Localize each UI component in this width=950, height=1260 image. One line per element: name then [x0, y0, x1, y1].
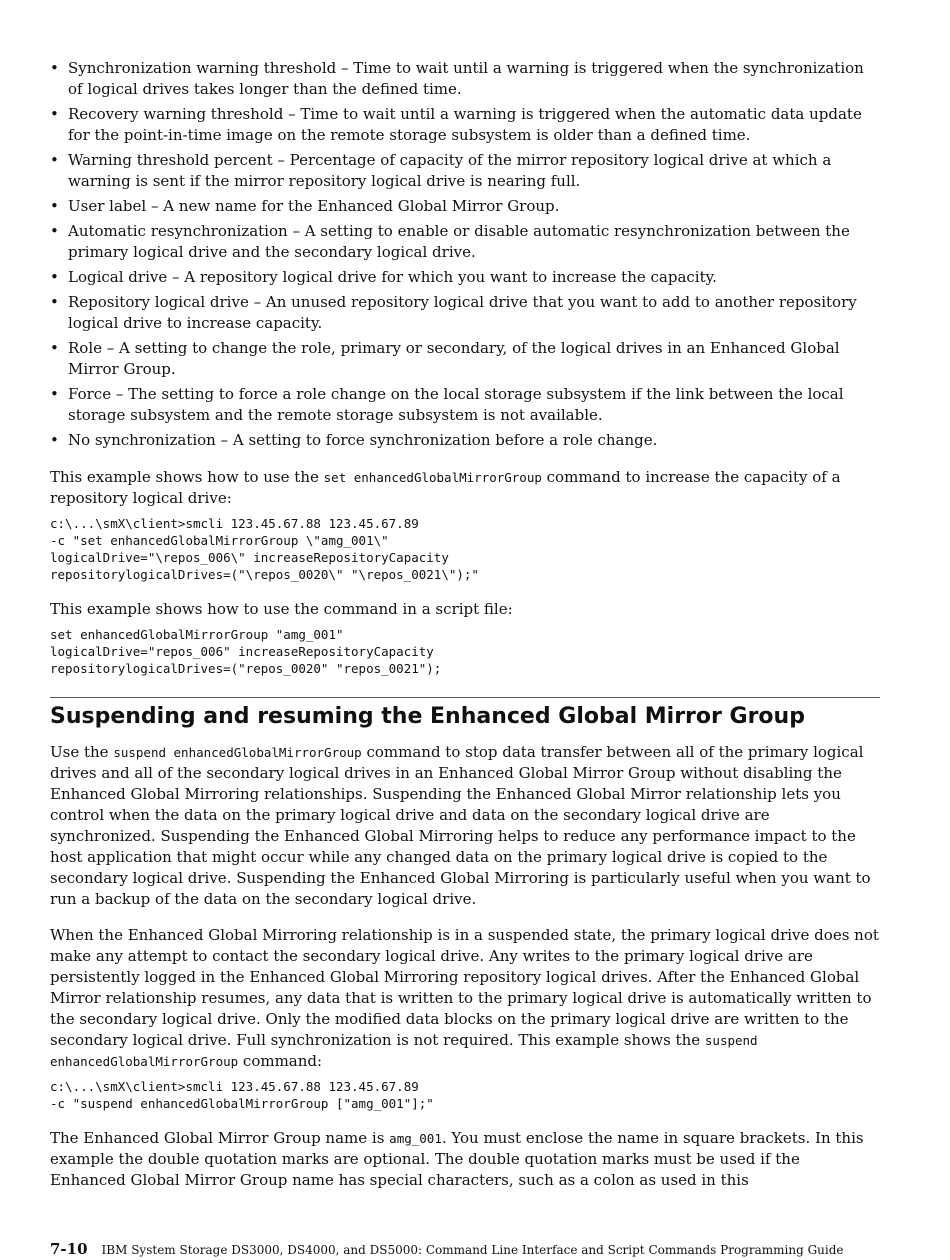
footer-title: IBM System Storage DS3000, DS4000, and DS5000: Command Line Interface and Script Commands Programming Guide [101, 1243, 844, 1257]
section-paragraph-3: The Enhanced Global Mirror Group name is amg_001. You must enclose the name in square brackets. In this example the double quotation marks are optional. The double quotation marks must be used if the Enhanced Global Mirror Group name has special characters, such as a colon as used in this [50, 1129, 864, 1189]
section-paragraph-2: When the Enhanced Global Mirroring relationship is in a suspended state, the primary logical drive does not make any attempt to contact the secondary logical drive. Any writes to the primary logical drive are persistently logged in the Enhanced Global Mirroring repository logical drives. After the Enhanced Global Mirror relationship resumes, any data that is written to the primary logical drive is automatically written to the secondary logical drive. Only the modified data blocks on the primary logical drive are written to the secondary logical drive. Full synchronization is not required. This example shows the suspend enhancedGlobalMirrorGroup command: [50, 926, 879, 1070]
list-item: • Repository logical drive – An unused repository logical drive that you want to add to another repository logical drive to increase capacity. [50, 292, 880, 334]
list-item: • Logical drive – A repository logical drive for which you want to increase the capacity. [50, 267, 880, 288]
list-item: • Synchronization warning threshold – Time to wait until a warning is triggered when the synchronization of logical drives takes longer than the defined time. [50, 58, 880, 100]
list-item: • Automatic resynchronization – A setting to enable or disable automatic resynchronization between the primary logical drive and the secondary logical drive. [50, 221, 880, 263]
inline-code: amg_001 [389, 1131, 442, 1146]
section-paragraph-1: Use the suspend enhancedGlobalMirrorGroup command to stop data transfer between all of the primary logical drives and all of the secondary logical drives in an Enhanced Global Mirror Group without disabling the Enhanced Global Mirroring relationships. Suspending the Enhanced Global Mirror relationship lets you control when the data on the primary logical drive and data on the secondary logical drive are synchronized. Suspending the Enhanced Global Mirroring helps to reduce any performance impact to the host application that might occur while any changed data on the primary logical drive is copied to the secondary logical drive. Suspending the Enhanced Global Mirroring is particularly useful when you want to run a backup of the data on the secondary logical drive. [50, 743, 871, 908]
inline-code: set enhancedGlobalMirrorGroup [323, 470, 542, 485]
list-item: • User label – A new name for the Enhanced Global Mirror Group. [50, 196, 880, 217]
inline-code: suspend enhancedGlobalMirrorGroup [113, 745, 362, 760]
inline-code: suspend enhancedGlobalMirrorGroup [50, 1033, 758, 1069]
page-number: 7-10 [50, 1240, 88, 1258]
list-item: • Role – A setting to change the role, primary or secondary, of the logical drives in an Enhanced Global Mirror Group. [50, 338, 880, 380]
example2-intro: This example shows how to use the command in a script file: [50, 600, 513, 618]
parameter-list [50, 58, 880, 451]
list-item: • Recovery warning threshold – Time to wait until a warning is triggered when the automatic data update for the point-in-time image on the remote storage subsystem is older than a defined time. [50, 104, 880, 146]
list-item: • Force – The setting to force a role change on the local storage subsystem if the link between the local storage subsystem and the remote storage subsystem is not available. [50, 384, 880, 426]
page-footer [50, 1240, 880, 1258]
section-divider [50, 697, 880, 698]
code-block-suspend: c:\...\smX\client>smcli 123.45.67.88 123.45.67.89 -c "suspend enhancedGlobalMirrorGroup ["amg_001"];" [50, 1079, 434, 1111]
list-item: • No synchronization – A setting to force synchronization before a role change. [50, 430, 880, 451]
code-block-example1: c:\...\smX\client>smcli 123.45.67.88 123.45.67.89 -c "set enhancedGlobalMirrorGroup \"amg_001\" logicalDrive="\repos_006\" increaseRepositoryCapacity repositorylogicalDrives=("\repos_0020\" "\repos_0021\");" [50, 516, 479, 582]
code-block-example2: set enhancedGlobalMirrorGroup "amg_001" logicalDrive="repos_006" increaseRepositoryCapacity repositorylogicalDrives=("repos_0020" "repos_0021"); [50, 627, 442, 676]
example1-intro: This example shows how to use the set enhancedGlobalMirrorGroup command to increase the capacity of a repository logical drive: [50, 468, 841, 507]
document-page [50, 58, 880, 1191]
list-item: • Warning threshold percent – Percentage of capacity of the mirror repository logical drive at which a warning is sent if the mirror repository logical drive is nearing full. [50, 150, 880, 192]
section-heading: Suspending and resuming the Enhanced Global Mirror Group [50, 704, 805, 729]
